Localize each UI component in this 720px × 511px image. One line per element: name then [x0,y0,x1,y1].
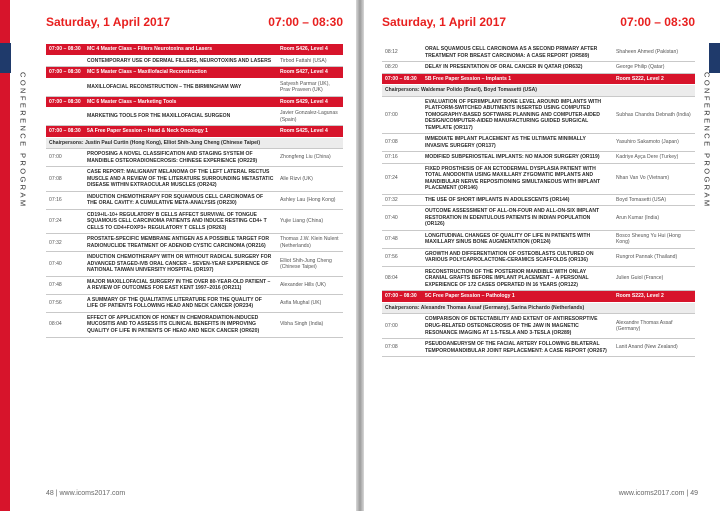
session-time: 07:00 – 08:30 [382,291,422,303]
side-label-left: CONFERENCE PROGRAM [18,71,28,209]
talk-title: PSEUDOANEURYSM OF THE FACIAL ARTERY FOLLOWING BILATERAL TEMPOROMANDIBULAR JOINT REPLACEMENT: A CASE REPORT (OR267) [422,339,613,357]
session-header-row [46,67,343,79]
side-label-right: CONFERENCE PROGRAM [702,71,712,209]
talk-title: MODIFIED SUBPERIOSTEAL IMPLANTS: NO MAJOR SURGERY (OR119) [422,152,613,164]
session-title: 5A Free Paper Session – Head & Neck Oncology 1 [84,126,277,138]
page-header-right [382,0,695,44]
left-ribbon [0,0,10,511]
page-footer-left: 48 | www.icoms2017.com [46,490,126,497]
session-header-row [46,96,343,108]
talk-time: 07:08 [382,339,422,357]
talk-row [382,152,695,164]
schedule-table-right [382,44,695,357]
talk-time: 07:56 [46,294,84,312]
talk-title: CONTEMPORARY USE OF DERMAL FILLERS, NEUROTOXINS AND LASERS [84,55,277,67]
chairpersons-row [46,137,343,149]
talk-row [46,191,343,209]
talk-author: Asfia Mughal (UK) [277,294,343,312]
talk-author: Rungrot Pannak (Thailand) [613,248,695,266]
talk-row [46,234,343,252]
talk-title: LONGITUDINAL CHANGES OF QUALITY OF LIFE IN PATIENTS WITH MAXILLARY SINUS BONE AUGMENTATION (OR124) [422,230,613,248]
chairpersons: Chairpersons: Waldemar Polido (Brazil), Boyd Tomasetti (USA) [382,85,695,97]
right-page [360,0,720,511]
talk-row [46,294,343,312]
session-room: Room S429, Level 4 [277,96,343,108]
session-title: MC 6 Master Class – Marketing Tools [84,96,277,108]
talk-time: 08:12 [382,44,422,62]
talk-time [46,108,84,126]
talk-row [46,276,343,294]
book-spine [356,0,364,511]
talk-title: EVALUATION OF PERIIMPLANT BONE LEVEL AROUND IMPLANTS WITH PLATFORM-SWITCHED ABUTMENTS INSERTED USING COMPUTED TOMOGRAPHY-BASED SOFTWARE PLANNING AND COMPUTER-AIDED DESIGN/COMPUTER-AIDED MANUFACTURING GUIDED SURGICAL TEMPLATE (OR117) [422,96,613,134]
talk-author: Alexander Hills (UK) [277,276,343,294]
talk-time: 07:24 [382,163,422,194]
talk-author: Satyesh Parmar (UK), Prav Praveen (UK) [277,78,343,96]
session-time: 07:00 – 08:30 [46,96,84,108]
talk-title: INDUCTION CHEMOTHERAPY FOR SQUAMOUS CELL CARCINOMAS OF THE ORAL CAVITY: A CUMULATIVE META-ANALYSIS (OR230) [84,191,277,209]
session-room: Room S223, Level 2 [613,291,695,303]
talk-author: Subhas Chandra Debnath (India) [613,96,695,134]
talk-time: 07:16 [46,191,84,209]
chairpersons-row [382,85,695,97]
talk-row [382,230,695,248]
talk-title: INDUCTION CHEMOTHERAPY WITH OR WITHOUT RADICAL SURGERY FOR ADVANCED STAGED-IVB ORAL CANCER – SEVEN-YEAR EXPERIENCE OF NATIONAL TAIWAN UNIVERSITY HOSPITAL (OR197) [84,252,277,277]
talk-author: George Philip (Qatar) [613,62,695,74]
session-room: Room S427, Level 4 [277,67,343,79]
talk-time: 07:56 [382,248,422,266]
talk-author: Alexandre Thomas Assaf (Germany) [613,314,695,339]
talk-row [382,194,695,206]
talk-row [46,312,343,337]
talk-author: Javier Gonzalez-Lagunas (Spain) [277,108,343,126]
talk-title: THE USE OF SHORT IMPLANTS IN ADOLESCENTS (OR144) [422,194,613,206]
talk-title: GROWTH AND DIFFERENTIATION OF OSTEOBLASTS CULTURED ON VARIOUS POLYCAPROLACTONE-CERAMICS SCAFFOLDS (OR136) [422,248,613,266]
talk-row [46,149,343,167]
session-time: 07:00 – 08:30 [46,67,84,79]
talk-row [46,209,343,234]
talk-time: 07:00 [46,149,84,167]
talk-row [382,96,695,134]
session-header-row [382,73,695,85]
talk-row [46,78,343,96]
talk-title: CASE REPORT: MALIGNANT MELANOMA OF THE LEFT LATERAL RECTUS MUSCLE AND A REVIEW OF THE LITERATURE SURROUNDING METASTATIC DISEASE WITHIN EXTRAOCULAR MUSCLES (OR242) [84,167,277,192]
session-header-row [46,126,343,138]
talk-time: 07:24 [46,209,84,234]
talk-author: Boyd Tomasetti (USA) [613,194,695,206]
talk-time [46,55,84,67]
header-time: 07:00 – 08:30 [620,15,695,29]
session-title: MC 5 Master Class – Maxillofacial Reconstruction [84,67,277,79]
session-room: Room S222, Level 2 [613,73,695,85]
talk-row [382,314,695,339]
talk-row [382,44,695,62]
talk-title: CD19+IL-10+ REGULATORY B CELLS AFFECT SURVIVAL OF TONGUE SQUAMOUS CELL CARCINOMA PATIENTS AND INDUCE RESTING CD4+ T CELLS TO CD4+FOXP3+ REGULATORY T CELLS (OR263) [84,209,277,234]
talk-time: 07:16 [382,152,422,164]
session-header-row [382,291,695,303]
session-title: 5B Free Paper Session – Implants 1 [422,73,613,85]
talk-author: Alle Rizvi (UK) [277,167,343,192]
talk-row [46,55,343,67]
talk-author: Lanit Anand (New Zealand) [613,339,695,357]
talk-time: 08:04 [382,266,422,291]
talk-author: Julien Guiol (France) [613,266,695,291]
talk-author: Zhongfeng Liu (China) [277,149,343,167]
talk-time: 07:08 [382,134,422,152]
talk-author: Arun Kumar (India) [613,206,695,231]
chairpersons: Chairpersons: Alexandre Thomas Assaf (Germany), Sarina Pichardo (Netherlands) [382,302,695,314]
talk-author: Bosco Sheung Yu Hui (Hong Kong) [613,230,695,248]
chairpersons: Chairpersons: Justin Paul Curtin (Hong Kong), Elliot Shih-Jung Cheng (Chinese Taipei) [46,137,343,149]
talk-author: Kadriye Ayça Dere (Turkey) [613,152,695,164]
talk-title: ORAL SQUAMOUS CELL CARCINOMA AS A SECOND PRIMARY AFTER TREATMENT FOR BREAST CARCINOMA: A CASE REPORT (OR589) [422,44,613,62]
talk-time: 07:32 [382,194,422,206]
talk-title: DELAY IN PRESENTATION OF ORAL CANCER IN QATAR (OR632) [422,62,613,74]
talk-title: IMMEDIATE IMPLANT PLACEMENT AS THE ULTIMATE MINIMALLY INVASIVE SURGERY (OR137) [422,134,613,152]
talk-title: PROPOSING A NOVEL CLASSIFICATION AND STAGING SYSTEM OF MANDIBLE OSTEORADIONECROSIS: CHINESE EXPERIENCE (OR229) [84,149,277,167]
talk-row [382,248,695,266]
talk-title: RECONSTRUCTION OF THE POSTERIOR MANDIBLE WITH ONLAY CRANIAL GRAFTS BEFORE IMPLANT PLACEMENT – A PERSONAL EXPERIENCE OF 172 CASES OPERATED IN 16 YEARS (OR122) [422,266,613,291]
talk-time: 08:04 [46,312,84,337]
session-time: 07:00 – 08:30 [382,73,422,85]
talk-row [46,252,343,277]
header-time: 07:00 – 08:30 [268,15,343,29]
talk-author: Vibha Singh (India) [277,312,343,337]
talk-title: PROSTATE-SPECIFIC MEMBRANE ANTIGEN AS A POSSIBLE TARGET FOR RADIONUCLIDE TREATMENT OF ADENOID CYSTIC CARCINOMA (OR216) [84,234,277,252]
talk-time: 07:48 [382,230,422,248]
session-room: Room S426, Level 4 [277,44,343,55]
talk-author: Yujie Liang (China) [277,209,343,234]
talk-row [382,134,695,152]
talk-title: EFFECT OF APPLICATION OF HONEY IN CHEMORADIATION-INDUCED MUCOSITIS AND TO ASSESS ITS CLINICAL BENEFITS IN IMPROVING QUALITY OF LIFE IN PATIENTS OF HEAD AND NECK CANCER (OR620) [84,312,277,337]
talk-author: Ashley Lau (Hong Kong) [277,191,343,209]
talk-time: 07:48 [46,276,84,294]
talk-row [382,163,695,194]
talk-time: 07:00 [382,314,422,339]
page-footer-right: www.icoms2017.com | 49 [618,490,698,497]
session-title: 5C Free Paper Session – Pathology 1 [422,291,613,303]
talk-time [46,78,84,96]
talk-author: Tirbod Fattahi (USA) [277,55,343,67]
talk-row [382,266,695,291]
talk-row [382,206,695,231]
talk-time: 08:20 [382,62,422,74]
talk-title: A SUMMARY OF THE QUALITATIVE LITERATURE FOR THE QUALITY OF LIFE OF PATIENTS FOLLOWING HEAD AND NECK CANCER (OR234) [84,294,277,312]
talk-title: FIXED PROSTHESIS OF AN ECTODERMAL DYSPLASIA PATIENT WITH TOTAL ANODONTIA USING MAXILLARY ZYGOMATIC IMPLANTS AND MANDIBULAR NERVE REPOSITIONING SIMULTANEOUS WITH IMPLANT PLACEMENT (OR146) [422,163,613,194]
talk-author: Shaheen Ahmed (Pakistan) [613,44,695,62]
talk-title: MARKETING TOOLS FOR THE MAXILLOFACIAL SURGEON [84,108,277,126]
chairpersons-row [382,302,695,314]
talk-title: MAXILLOFACIAL RECONSTRUCTION – THE BIRMINGHAM WAY [84,78,277,96]
talk-time: 07:32 [46,234,84,252]
header-date: Saturday, 1 April 2017 [382,15,507,29]
talk-title: OUTCOME ASSESSMENT OF ALL-ON-FOUR AND ALL-ON-SIX IMPLANT RESTORATION IN EDENTULOUS PATIENTS IN INDIAN POPULATION (OR126) [422,206,613,231]
talk-author: Thomas J.W. Klein Nulent (Netherlands) [277,234,343,252]
talk-row [382,339,695,357]
page-header-left [46,0,343,44]
talk-time: 07:40 [382,206,422,231]
talk-row [382,62,695,74]
session-time: 07:00 – 08:30 [46,126,84,138]
schedule-table-left [46,44,343,338]
talk-row [46,167,343,192]
talk-time: 07:00 [382,96,422,134]
session-time: 07:00 – 08:30 [46,44,84,55]
talk-time: 07:08 [46,167,84,192]
session-room: Room S425, Level 4 [277,126,343,138]
talk-author: Nhan Van Vo (Vietnam) [613,163,695,194]
session-title: MC 4 Master Class – Fillers Neurotoxins and Lasers [84,44,277,55]
talk-title: MAJOR MAXILLOFACIAL SURGERY IN THE OVER 80-YEAR-OLD PATIENT – A REVIEW OF OUTCOMES FOR EAST KENT 1997–2016 (OR211) [84,276,277,294]
header-date: Saturday, 1 April 2017 [46,15,171,29]
talk-time: 07:40 [46,252,84,277]
talk-title: COMPARISON OF DETECTABILITY AND EXTENT OF ANTIRESORPTIVE DRUG-RELATED OSTEONECROSIS OF THE JAW IN MAGNETIC RESONANCE IMAGING AT 1.5-TESLA AND 3-TESLA (OR289) [422,314,613,339]
session-header-row [46,44,343,55]
talk-row [46,108,343,126]
talk-author: Elliot Shih-Jung Cheng (Chinese Taipei) [277,252,343,277]
talk-author: Yasuhiro Sakamoto (Japan) [613,134,695,152]
